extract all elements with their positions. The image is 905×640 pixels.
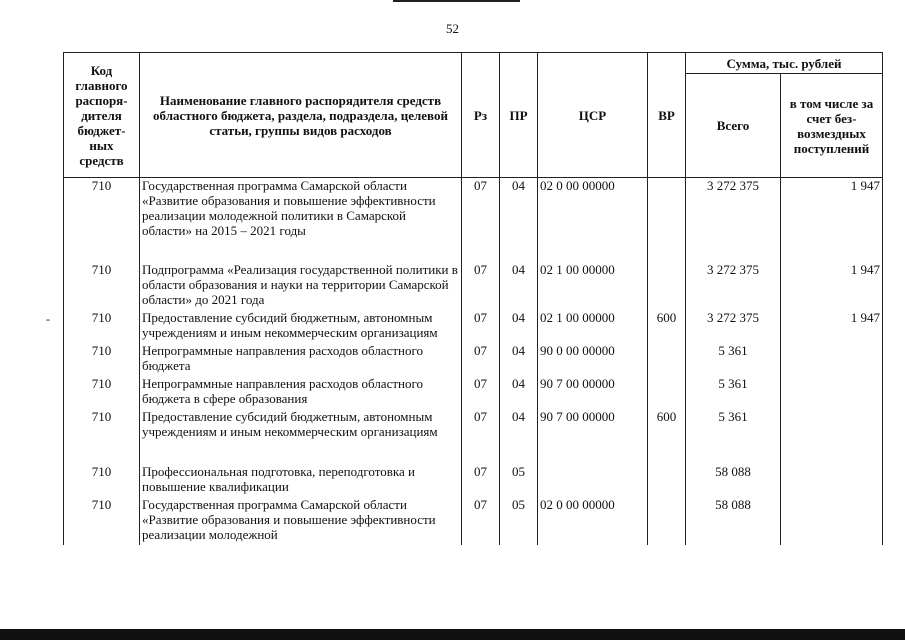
cell-total: 58 088	[686, 497, 781, 545]
table-row	[64, 464, 883, 497]
cell-code: 710	[64, 497, 140, 545]
cell-pr: 05	[500, 464, 538, 497]
cell-rz: 07	[462, 262, 500, 310]
cell-csr: 02 1 00 00000	[538, 310, 648, 343]
top-rule	[0, 0, 905, 4]
cell-csr: 90 7 00 00000	[538, 376, 648, 409]
cell-name: Подпрограмма «Реализация государственной политики в области образования и науки на территории Самарской области» до 2021 года	[140, 262, 462, 310]
cell-pr: 04	[500, 409, 538, 464]
table-row	[64, 262, 883, 310]
budget-table	[63, 52, 883, 545]
page-number: 52	[446, 21, 459, 36]
cell-free	[781, 343, 883, 376]
cell-vr: 600	[648, 310, 686, 343]
cell-code: 710	[64, 310, 140, 343]
cell-free: 1 947	[781, 310, 883, 343]
cell-free	[781, 464, 883, 497]
cell-csr: 02 0 00 00000	[538, 178, 648, 262]
cell-pr: 04	[500, 310, 538, 343]
table-row	[64, 409, 883, 464]
cell-total: 5 361	[686, 409, 781, 464]
bottom-rule	[0, 629, 905, 640]
cell-free: 1 947	[781, 262, 883, 310]
cell-vr: 600	[648, 409, 686, 464]
cell-total: 5 361	[686, 343, 781, 376]
cell-code: 710	[64, 178, 140, 262]
header-vr: ВР	[648, 53, 686, 178]
header-name: Наименование главного распорядителя средств областного бюджета, раздела, подраздела, целевой статьи, группы видов расходов	[140, 53, 462, 178]
cell-vr	[648, 497, 686, 545]
header-total: Всего	[686, 74, 781, 178]
cell-rz: 07	[462, 343, 500, 376]
header-csr: ЦСР	[538, 53, 648, 178]
cell-pr: 05	[500, 497, 538, 545]
cell-name: Предоставление субсидий бюджетным, автономным учреждениям и иным некоммерческим организациям	[140, 409, 462, 464]
cell-vr	[648, 343, 686, 376]
cell-total: 3 272 375	[686, 262, 781, 310]
cell-name: Предоставление субсидий бюджетным, автономным учреждениям и иным некоммерческим организациям	[140, 310, 462, 343]
cell-csr: 90 7 00 00000	[538, 409, 648, 464]
cell-code: 710	[64, 343, 140, 376]
cell-pr: 04	[500, 178, 538, 262]
cell-total: 5 361	[686, 376, 781, 409]
cell-rz: 07	[462, 376, 500, 409]
header-free: в том числе за счет без-возмездных поступлений	[781, 74, 883, 178]
cell-rz: 07	[462, 464, 500, 497]
cell-total: 58 088	[686, 464, 781, 497]
cell-vr	[648, 262, 686, 310]
cell-vr	[648, 376, 686, 409]
margin-mark: -	[46, 312, 50, 326]
cell-free	[781, 376, 883, 409]
cell-name: Профессиональная подготовка, переподготовка и повышение квалификации	[140, 464, 462, 497]
cell-csr: 90 0 00 00000	[538, 343, 648, 376]
cell-total: 3 272 375	[686, 310, 781, 343]
cell-name: Государственная программа Самарской области «Развитие образования и повышение эффективности реализации молодежной	[140, 497, 462, 545]
cell-code: 710	[64, 262, 140, 310]
table-body	[64, 178, 883, 545]
header-pr: ПР	[500, 53, 538, 178]
cell-rz: 07	[462, 497, 500, 545]
table-row	[64, 310, 883, 343]
table-row	[64, 497, 883, 545]
header-rz: Рз	[462, 53, 500, 178]
cell-name: Непрограммные направления расходов областного бюджета	[140, 343, 462, 376]
top-rule-segment	[393, 0, 520, 2]
table-row	[64, 178, 883, 262]
cell-code: 710	[64, 409, 140, 464]
cell-pr: 04	[500, 343, 538, 376]
cell-name: Непрограммные направления расходов областного бюджета в сфере образования	[140, 376, 462, 409]
cell-csr	[538, 464, 648, 497]
cell-csr: 02 1 00 00000	[538, 262, 648, 310]
cell-vr	[648, 464, 686, 497]
header-sum-group: Сумма, тыс. рублей	[686, 53, 883, 74]
cell-rz: 07	[462, 409, 500, 464]
cell-pr: 04	[500, 376, 538, 409]
cell-csr: 02 0 00 00000	[538, 497, 648, 545]
header-code: Код главного распоря-дителя бюджет-ных средств	[64, 53, 140, 178]
cell-rz: 07	[462, 310, 500, 343]
table-row	[64, 343, 883, 376]
cell-rz: 07	[462, 178, 500, 262]
cell-code: 710	[64, 464, 140, 497]
cell-free: 1 947	[781, 178, 883, 262]
cell-free	[781, 497, 883, 545]
table-row	[64, 376, 883, 409]
cell-vr	[648, 178, 686, 262]
cell-code: 710	[64, 376, 140, 409]
cell-free	[781, 409, 883, 464]
cell-pr: 04	[500, 262, 538, 310]
cell-name: Государственная программа Самарской области «Развитие образования и повышение эффективности реализации молодежной политики в Самарской области» на 2015 – 2021 годы	[140, 178, 462, 262]
cell-total: 3 272 375	[686, 178, 781, 262]
